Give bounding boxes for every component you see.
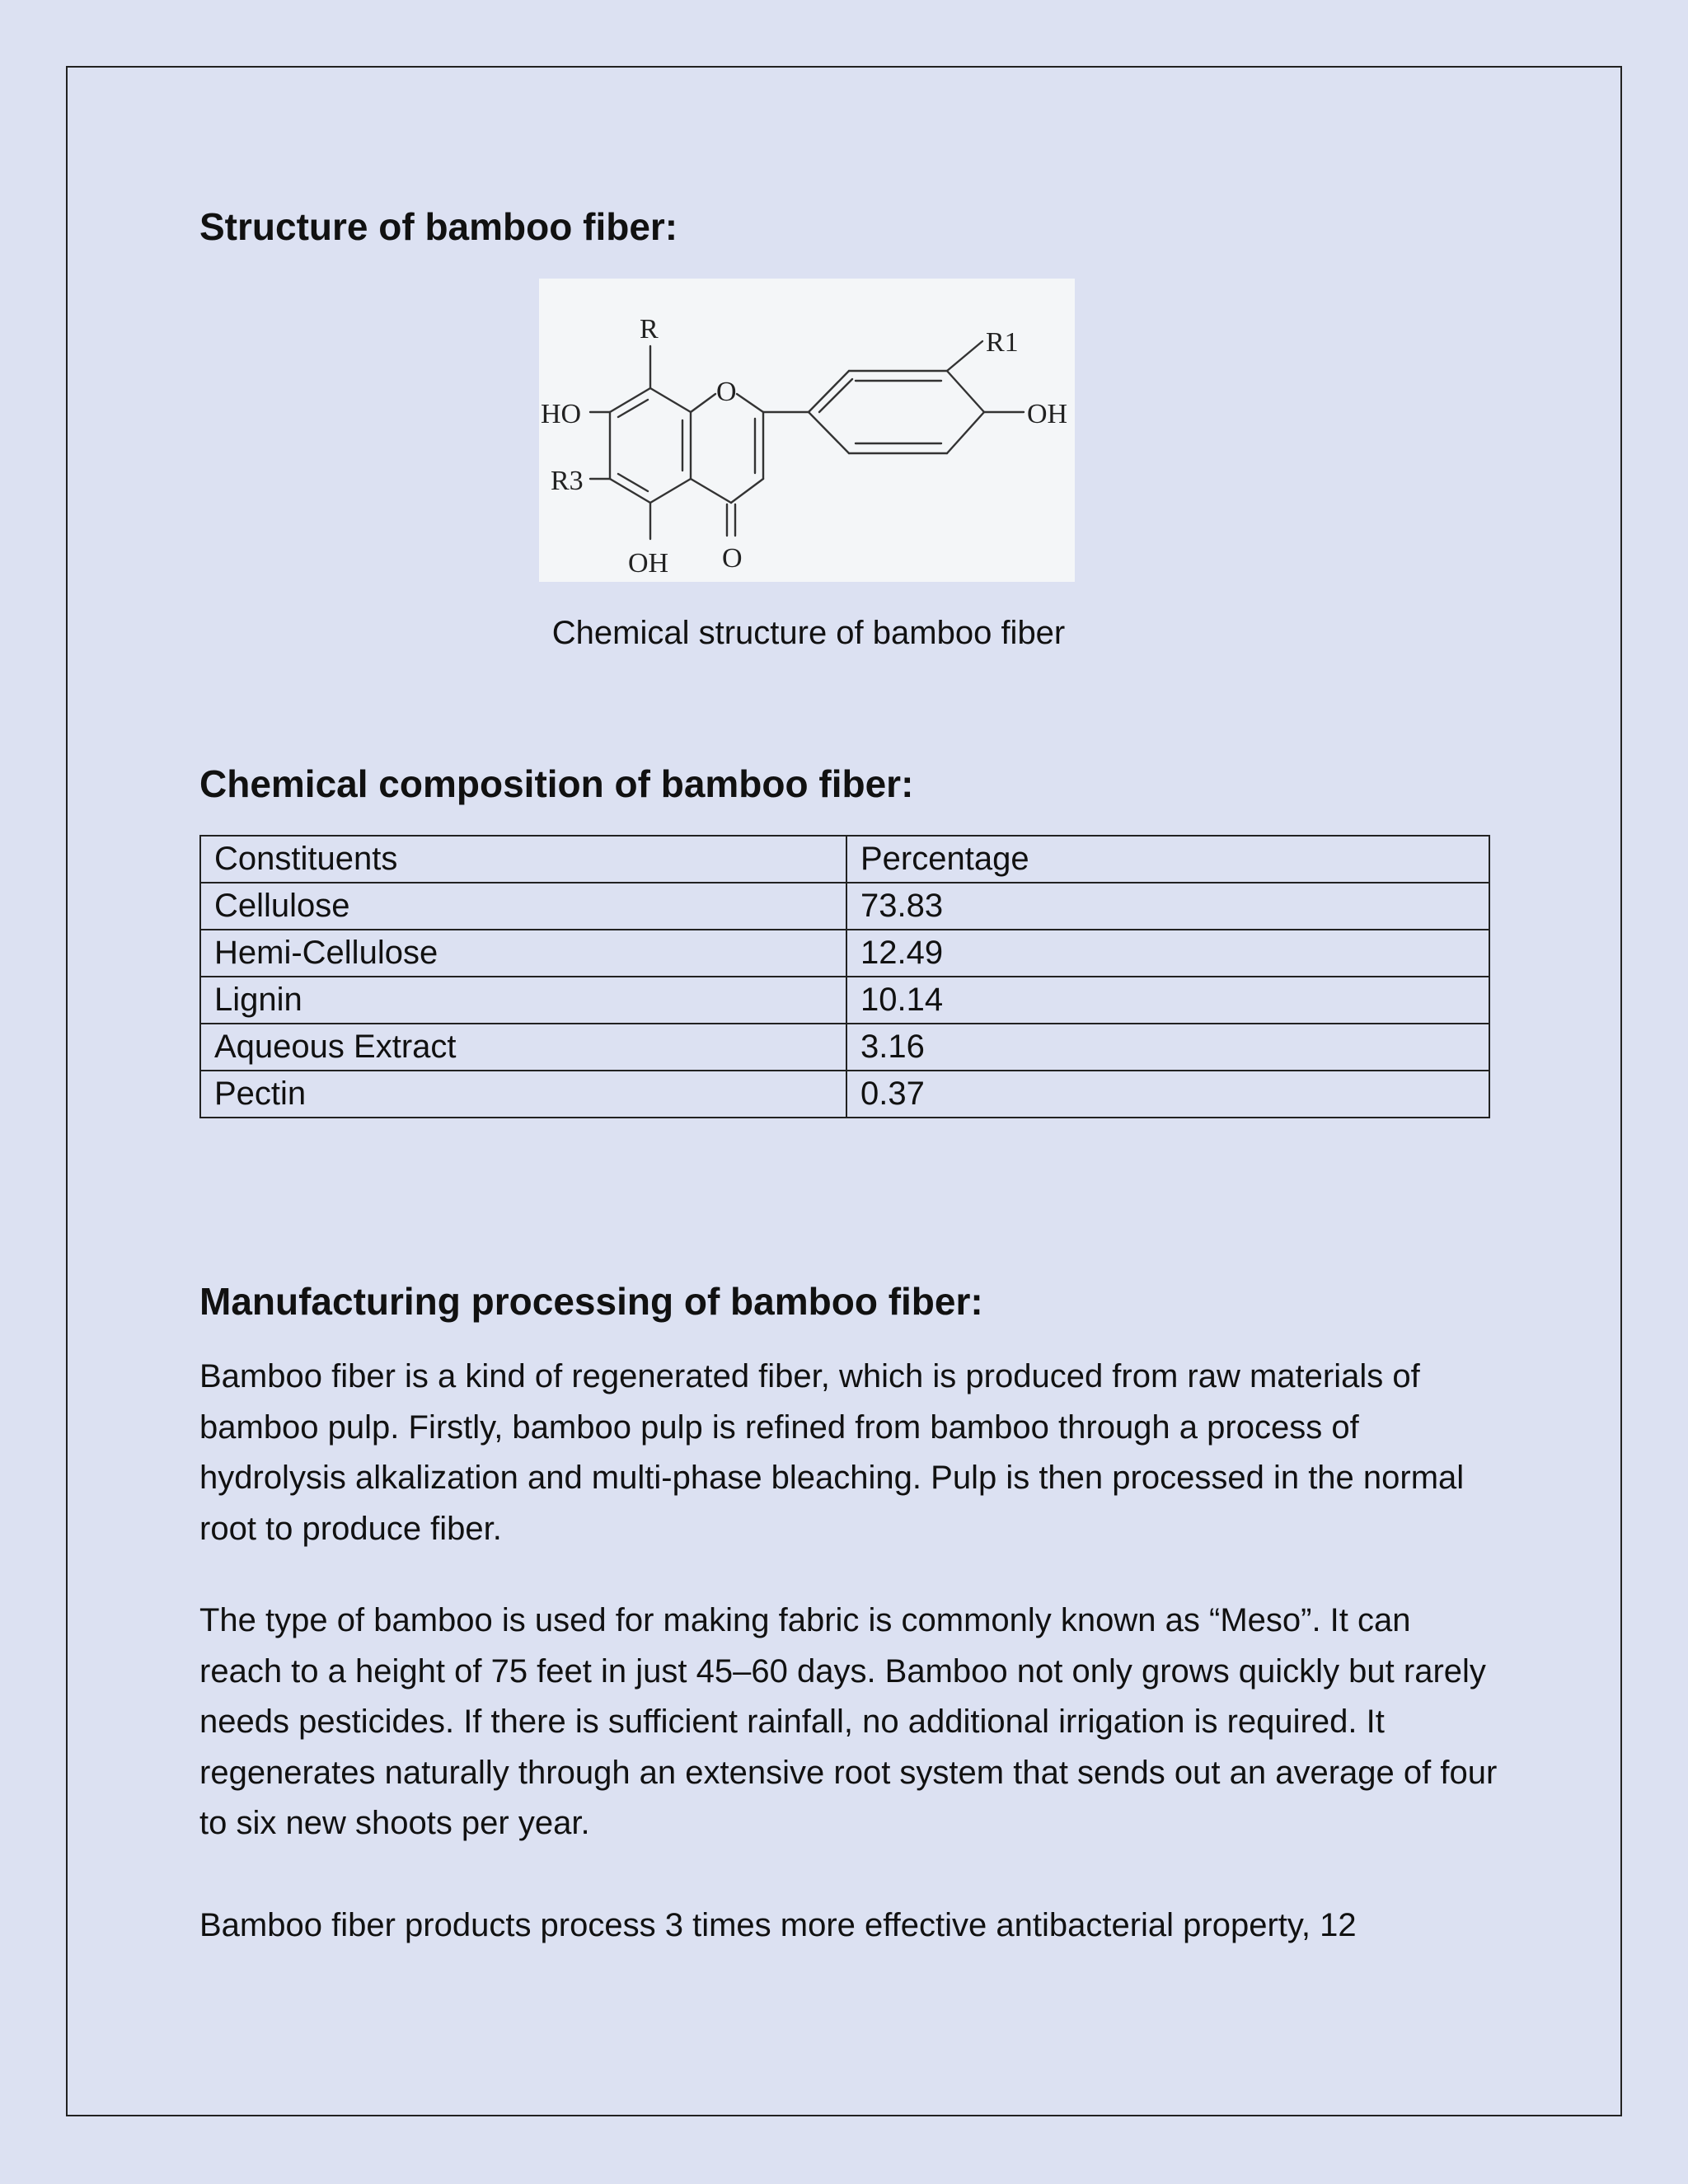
header-percentage: Percentage [846,836,1489,883]
table-row [200,930,1489,977]
percentage-cell: 3.16 [846,1024,1489,1071]
composition-table [199,835,1490,1118]
label-carbonyl-oxygen: O [722,543,743,574]
percentage-cell: 12.49 [846,930,1489,977]
paragraph-meso-bamboo: The type of bamboo is used for making fabric is commonly known as “Meso”. It can reach to a height of 75 feet in just 45–60 days. Bamboo not only grows quickly but rarely needs pesticides. If there is sufficient rainfall, no additional irrigation is required. It regenerates naturally through an extensive root system that sends out an average of four to six new shoots per year. [199,1602,1498,1841]
constituent-cell: Pectin [200,1071,846,1118]
label-oh-bottom: OH [628,548,669,579]
label-r1: R1 [986,327,1019,358]
paragraph-regenerated-fiber: Bamboo fiber is a kind of regenerated fiber, which is produced from raw materials of bamboo pulp. Firstly, bamboo pulp is refined from bamboo through a process of hydrolysis alkalization and multi-phase bleaching. Pulp is then processed in the normal root to produce fiber. [199,1358,1465,1547]
label-oh-right: OH [1027,399,1068,429]
label-r: R [640,314,659,344]
label-r3: R3 [551,466,584,496]
table-row [200,1024,1489,1071]
percentage-cell: 73.83 [846,883,1489,930]
chemical-structure-diagram [539,279,1075,582]
figure-caption: Chemical structure of bamboo fiber [551,615,1066,651]
composition-heading: Chemical composition of bamboo fiber: [199,762,914,805]
constituent-cell: Aqueous Extract [200,1024,846,1071]
header-constituents: Constituents [200,836,846,883]
table-row [200,883,1489,930]
paragraph-antibacterial: Bamboo fiber products process 3 times more effective antibacterial property, 12 [199,1907,1357,1943]
constituent-cell: Cellulose [200,883,846,930]
percentage-cell: 10.14 [846,977,1489,1024]
table-row [200,1071,1489,1118]
percentage-cell: 0.37 [846,1071,1489,1118]
table-row [200,977,1489,1024]
label-ring-oxygen: O [716,377,737,407]
constituent-cell: Lignin [200,977,846,1024]
chemical-structure-figure [539,279,1075,582]
constituent-cell: Hemi-Cellulose [200,930,846,977]
label-ho: HO [541,399,582,429]
table-header-row [200,836,1489,883]
manufacturing-heading: Manufacturing processing of bamboo fiber: [199,1280,983,1323]
structure-heading: Structure of bamboo fiber: [199,205,678,248]
